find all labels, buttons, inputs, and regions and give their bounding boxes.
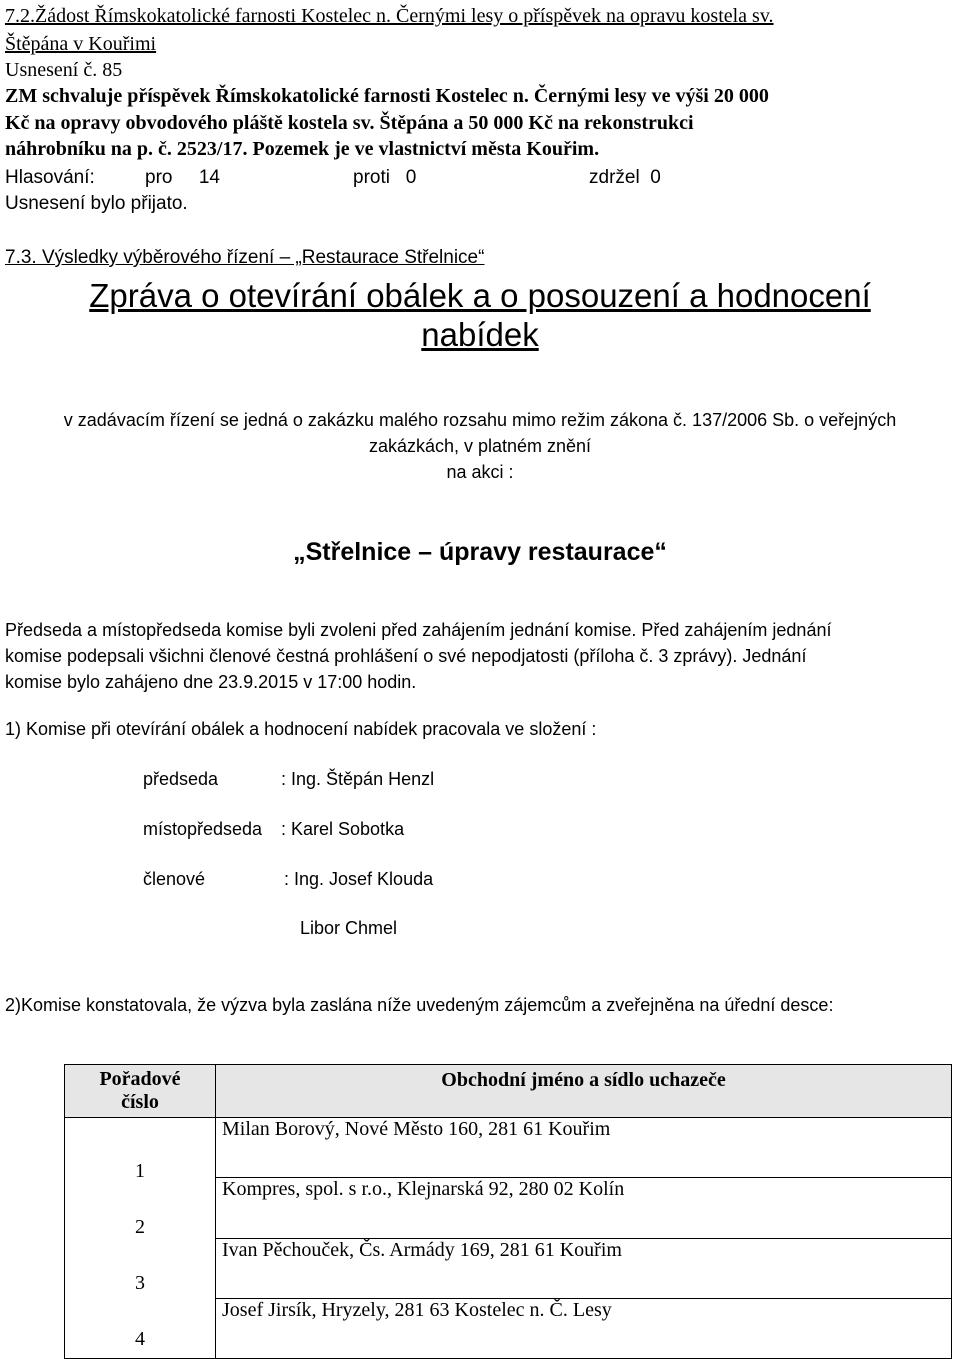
header-order-number — [65, 1065, 216, 1118]
row-company: Josef Jirsík, Hryzely, 281 63 Kostelec n. Č. Lesy — [216, 1298, 952, 1358]
intro-line2: zakázkách, v platném znění — [368, 436, 592, 456]
row-company: Milan Borový, Nové Město 160, 281 61 Kouřim — [216, 1118, 952, 1178]
order-numbers-cell — [65, 1118, 216, 1359]
resolution-text-line3: náhrobníku na p. č. 2523/17. Pozemek je ve vlastnictví města Kouřim. — [5, 138, 600, 160]
resolution-number: Usnesení č. 85 — [5, 59, 123, 81]
section-73-title: 7.3. Výsledky výběrového řízení – „Restaurace Střelnice“ — [5, 247, 485, 268]
row-number: 1 — [135, 1160, 145, 1182]
paragraph1-line2: komise podepsali všichni členové čestná prohlášení o své nepodjatosti (příloha č. 3 zprávy). Jednání — [5, 646, 807, 666]
paragraph1-line1: Předseda a místopředseda komise byli zvoleni před zahájením jednání komise. Před zahájením jednání — [5, 620, 832, 640]
section-72-title-line2: Štěpána v Kouřimi — [5, 33, 157, 55]
header-order-line2: číslo — [121, 1091, 159, 1113]
resolution-result: Usnesení bylo přijato. — [5, 193, 188, 214]
committee-members-label: členové — [143, 869, 206, 889]
report-heading-line1: Zpráva o otevírání obálek a o posouzení a hodnocení — [89, 277, 871, 314]
committee-chair-label: předseda — [143, 769, 219, 789]
committee-vice-label: místopředseda — [143, 819, 263, 839]
vote-label: Hlasování: — [5, 167, 95, 188]
project-name: „Střelnice – úpravy restaurace“ — [293, 538, 667, 566]
header-company: Obchodní jméno a sídlo uchazeče — [216, 1065, 952, 1118]
row-company: Kompres, spol. s r.o., Klejnarská 92, 280 02 Kolín — [216, 1178, 952, 1238]
vote-line — [5, 166, 905, 192]
resolution-text-line1: ZM schvaluje příspěvek Římskokatolické farnosti Kostelec n. Černými lesy ve výši 20 000 — [5, 85, 769, 107]
section-72-title-line1: 7.2.Žádost Římskokatolické farnosti Kostelec n. Černými lesy o příspěvek na opravu kostela sv. — [5, 5, 774, 27]
header-order-line1: Pořadové — [99, 1068, 181, 1090]
paragraph1-line3: komise bylo zahájeno dne 23.9.2015 v 17:00 hodin. — [5, 672, 417, 692]
committee-member-1: : Ing. Josef Klouda — [284, 869, 434, 889]
vote-for: pro 14 — [145, 167, 220, 188]
vote-against: proti 0 — [353, 167, 417, 188]
resolution-text-line2: Kč na opravy obvodového pláště kostela sv. Štěpána a 50 000 Kč na rekonstrukci — [5, 112, 694, 134]
committee-member-2: Libor Chmel — [300, 918, 398, 938]
point-2: 2)Komise konstatovala, že výzva byla zaslána níže uvedeným zájemcům a zveřejněna na úřední desce: — [5, 995, 834, 1015]
report-heading-line2: nabídek — [421, 316, 539, 353]
row-company: Ivan Pěchouček, Čs. Armády 169, 281 61 Kouřim — [216, 1238, 952, 1298]
committee-vice-name: : Karel Sobotka — [281, 819, 405, 839]
intro-line1: v zadávacím řízení se jedná o zakázku malého rozsahu mimo režim zákona č. 137/2006 Sb. o veřejných — [63, 410, 897, 430]
table-header-row — [65, 1065, 952, 1118]
committee-chair-name: : Ing. Štěpán Henzl — [281, 769, 435, 789]
intro-line3: na akci : — [446, 462, 514, 482]
offers-table — [64, 1064, 952, 1359]
table-row — [65, 1118, 952, 1178]
row-number: 4 — [135, 1328, 145, 1350]
row-number: 3 — [135, 1272, 145, 1294]
vote-abstain: zdržel 0 — [589, 167, 661, 188]
point-1: 1) Komise při otevírání obálek a hodnocení nabídek pracovala ve složení : — [5, 719, 597, 739]
row-number: 2 — [135, 1216, 145, 1238]
